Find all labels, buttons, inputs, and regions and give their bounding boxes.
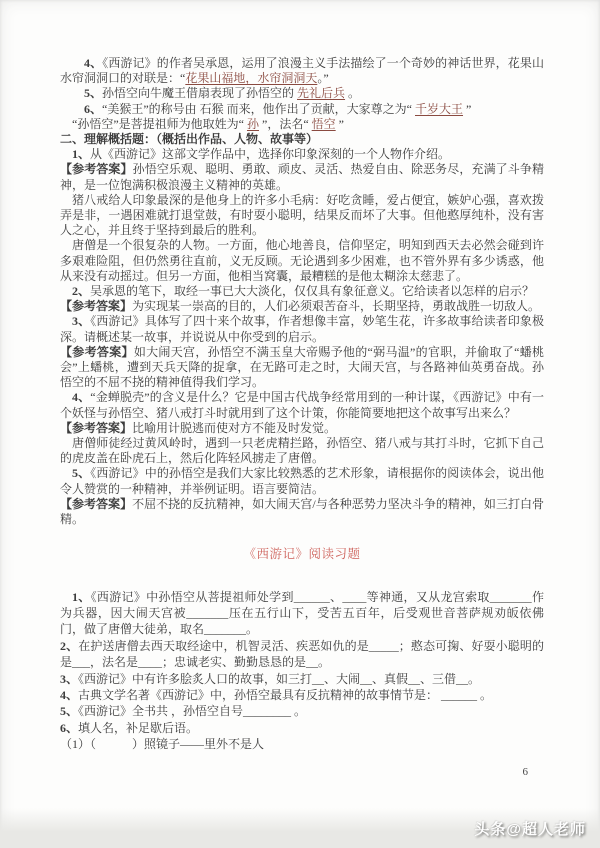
- body-paragraph: [60, 56, 544, 86]
- exercise-question: [60, 638, 544, 671]
- text-run: 《西游记》中孙悟空从菩提祖师处学到______、____等神通，又从龙宫索取_______作为兵器，因大闹天宫被_______压在五行山下，受苦五百年，后受观世音菩萨规劝皈依佛门，做了唐僧大徒弟，取名_______。: [60, 589, 544, 637]
- document-body: [60, 56, 544, 778]
- text-run: 唐僧师徒经过黄风岭时，遇到一只老虎精拦路，孙悟空、猪八戒与其打斗时，它抓下自己的虎皮盖在卧虎石上，然后化阵轻风掳走了唐僧。: [60, 436, 544, 466]
- exercise-question: [60, 687, 544, 703]
- text-run: 古典文学名著《西游记》中，孙悟空最具有反抗精神的故事情节是： ______ 。: [78, 687, 493, 702]
- question-number: 二、: [60, 132, 85, 147]
- text-run: 。”: [317, 71, 329, 86]
- question-number: 4、: [72, 390, 91, 405]
- text-run: 为实现某一崇高的目的，人们必须艰苦奋斗，长期坚持，勇敢战胜一切敌人。: [132, 299, 541, 314]
- body-paragraph: [60, 466, 544, 496]
- text-run: 。: [345, 86, 361, 101]
- text-run: 《西游记》中的孙悟空是我们大家比较熟悉的艺术形象，请根据你的阅读体会，说出他令人赞赏的一种精神，并举例证明。语言要简洁。: [60, 466, 544, 496]
- text-run: 《西游记》全书共 ，孙悟空自号________ 。: [78, 704, 307, 719]
- reference-answer-label: 【参考答案】: [60, 344, 134, 359]
- text-run: 如大闹天宫，孙悟空不满玉皇大帝赐予他的“弼马温”的官职，并偷取了“蟠桃会”上蟠桃，遭到天兵天降的捉拿，在无路可走之时，大闹天宫，与各路神仙英勇奋战。孙悟空的不屈不挠的精神值得我们学习。: [60, 344, 544, 390]
- question-number: 2、: [72, 284, 91, 299]
- text-run: 在护送唐僧去西天取经途中，机智灵活、疾恶如仇的是_____；憨态可掬、好耍小聪明的是___，法名是____；忠诚老实、勤勤恳恳的是__。: [60, 638, 544, 670]
- exercise-question: [60, 720, 544, 736]
- text-run: （1）（ ）照镜子——里外不是人: [60, 737, 265, 752]
- question-number: 1、: [72, 589, 91, 604]
- text-run: 孙悟空向牛魔王借扇表现了孙悟空的: [102, 86, 298, 101]
- watermark: 头条@超人老师: [474, 820, 586, 838]
- text-run: 孙悟空乐观、聪明、勇敢、顽皮、灵活、热爱自由、除恶务尽，充满了斗争精神，是一位饱满积极浪漫主义精神的英雄。: [60, 162, 544, 192]
- body-paragraph: [60, 117, 544, 132]
- body-paragraph: [60, 102, 544, 117]
- section-heading: [60, 132, 544, 147]
- text-run: 吴承恩的笔下，取经一事已大大淡化，仅仅具有象征意义。它给读者以怎样的启示？: [90, 284, 535, 299]
- text-run: “孙悟空”是菩提祖师为他取姓为“: [72, 116, 247, 131]
- answer-paragraph: [60, 421, 544, 436]
- body-paragraph: [60, 86, 544, 101]
- body-paragraph: [60, 314, 544, 344]
- text-run: 猪八戒给人印象最深的是他身上的许多小毛病：好吃贪睡，爱占便宜，嫉妒心强，喜欢拨弄是非，一遇困难就打退堂鼓，有时耍小聪明，结果反而坏了大事。但他憨厚纯朴，没有害人之心，并且终于坚持到最后的胜利。: [60, 192, 544, 238]
- text-run: 比喻用计脱逃而使对方不能及时发觉。: [132, 420, 337, 435]
- text-run: 《西游记》中有许多脍炙人口的故事，如三打__、大闹__、真假__、三借__。: [78, 671, 481, 686]
- text-run: ”: [463, 101, 472, 116]
- body-paragraph: [60, 284, 544, 299]
- text-run: 理解概括题：（概括出作品、人物、故事等）: [84, 132, 319, 147]
- exercise-question: [60, 703, 544, 719]
- section-title: [60, 547, 544, 562]
- reference-answer-label: 【参考答案】: [60, 299, 133, 314]
- exercise-question: [60, 671, 544, 687]
- answer-paragraph: [60, 345, 544, 391]
- page-number: 6: [522, 765, 528, 778]
- question-number: 2、: [60, 638, 79, 653]
- text-run: 从《西游记》这部文学作品中，选择你印象深刻的一个人物作介绍。: [90, 147, 451, 162]
- question-number: 6、: [84, 101, 103, 116]
- text-run: 填人名，补足歇后语。: [78, 720, 199, 735]
- text-run: “美猴王”的称号由 石猴 而来，他作出了贡献，大家尊之为“: [102, 101, 415, 116]
- question-number: 5、: [84, 86, 103, 101]
- reference-answer-label: 【参考答案】: [60, 162, 133, 177]
- body-paragraph: [60, 147, 544, 162]
- text-run: “金蝉脱壳”的含义是什么？它是中国古代战争经常用到的一种计谋，《西游记》中有一个妖怪与孙悟空、猪八戒打斗时就用到了这个计策，你能简要地把这个故事写出来么？: [60, 390, 544, 420]
- question-number: 1、: [72, 147, 91, 162]
- footer-strip: [0, 808, 600, 848]
- body-paragraph: [60, 193, 544, 239]
- text-run: 《西游记》具体写了四十来个故事，作者想像丰富，妙笔生花，许多故事给读者印象极深。请概述某一故事，并说说从中你受到的启示。: [60, 314, 544, 344]
- question-number: 3、: [60, 671, 79, 686]
- text-run: 《西游记》阅读习题: [243, 547, 361, 562]
- exercise-question: [60, 736, 544, 752]
- filled-answer: 孙: [246, 116, 259, 131]
- filled-answer: 花果山福地，水帘洞洞天: [185, 71, 318, 86]
- question-number: 5、: [72, 466, 91, 481]
- answer-paragraph: [60, 497, 544, 527]
- question-number: 3、: [72, 314, 91, 329]
- text-run: 不屈不挠的反抗精神，如大闹天宫/与各种恶势力坚决斗争的精神，如三打白骨精。: [60, 496, 544, 527]
- question-number: 4、: [60, 687, 79, 702]
- body-paragraph: [60, 436, 544, 466]
- text-run: ”: [335, 116, 344, 131]
- filled-answer: 悟空: [311, 116, 336, 131]
- filled-answer: 先礼后兵: [297, 86, 346, 101]
- reference-answer-label: 【参考答案】: [60, 420, 133, 435]
- answer-paragraph: [60, 162, 544, 192]
- text-run: 唐僧是一个很复杂的人物。一方面，他心地善良，信仰坚定，明知到西天去必然会碰到许多艰难险阻，但仍然勇往直前，义无反顾。无论遇到多少困难，也不管外界有多少诱惑，他从来没有动摇过。但另一方面，他相当窝囊，最糟糕的是他太糊涂太慈悲了。: [60, 238, 544, 283]
- filled-answer: 千岁大王: [415, 101, 464, 116]
- text-run: 《西游记》的作者吴承恩，运用了浪漫主义手法描绘了一个奇妙的神话世界，花果山水帘洞洞口的对联是：“: [60, 56, 544, 86]
- question-number: 4、: [84, 56, 103, 70]
- exercise-question: [60, 589, 544, 638]
- text-run: ”，法名“: [259, 116, 312, 131]
- question-number: 5、: [60, 704, 79, 719]
- answer-paragraph: [60, 299, 544, 314]
- body-paragraph: [60, 390, 544, 420]
- body-paragraph: [60, 238, 544, 284]
- reference-answer-label: 【参考答案】: [60, 496, 133, 511]
- question-number: 6、: [60, 720, 79, 735]
